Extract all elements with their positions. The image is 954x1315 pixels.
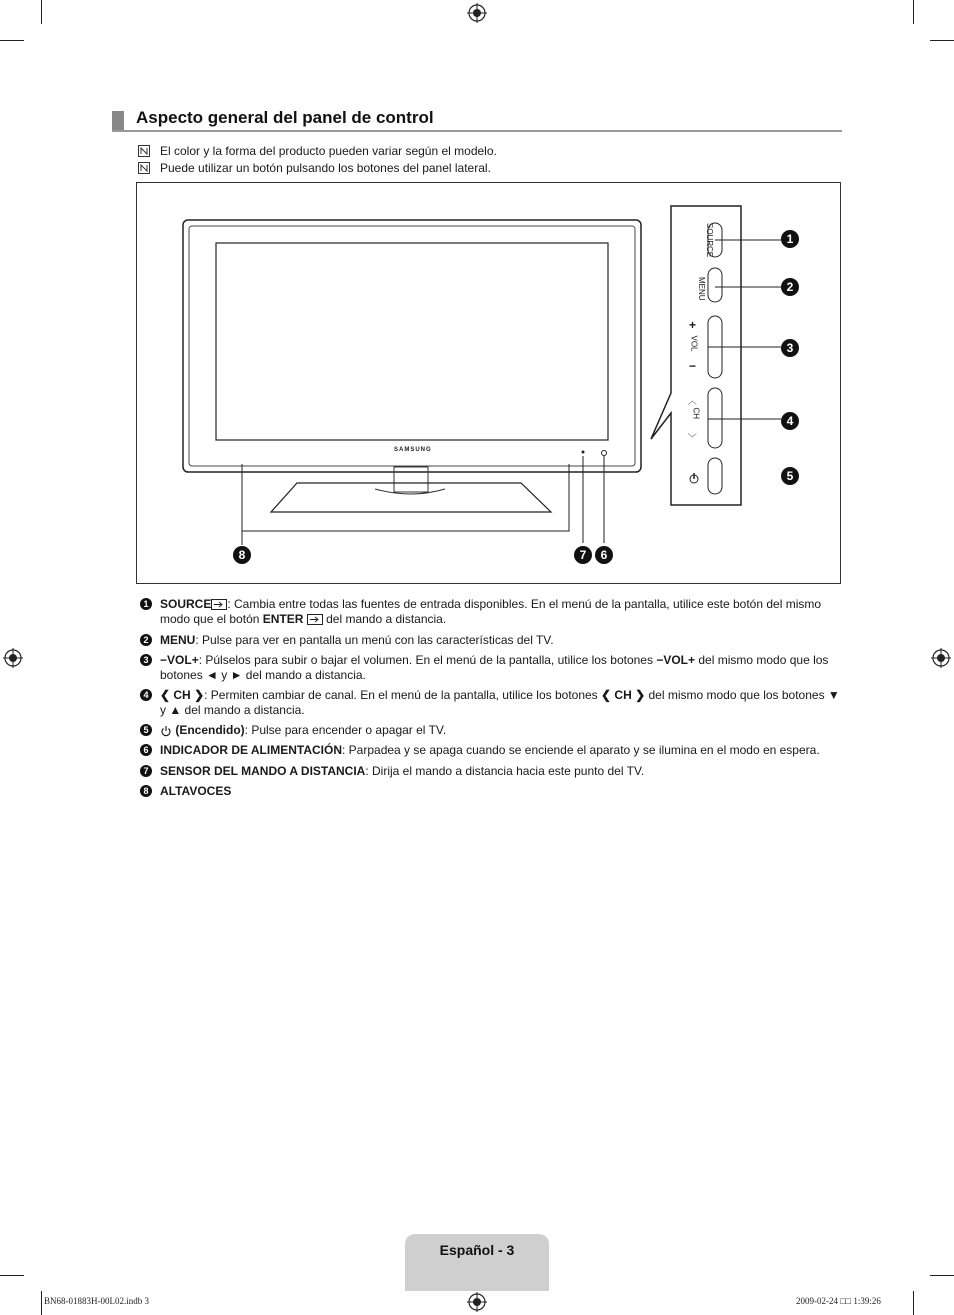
registration-mark-icon (467, 3, 487, 23)
note-icon (138, 162, 150, 174)
note-item (138, 161, 491, 175)
callout-badge: 8 (233, 546, 251, 564)
heading-marker (112, 111, 124, 131)
page-number: Español - 3 (439, 1242, 515, 1258)
power-icon (160, 725, 172, 737)
item-text: del mando a distancia. (322, 612, 447, 626)
crop-mark (41, 0, 42, 24)
source-enter-icon (211, 599, 227, 610)
brand-logo: SAMSUNG (394, 447, 432, 453)
item-text: : Permiten cambiar de canal. En el menú de la pantalla, utilice los botones (204, 688, 602, 702)
crop-mark (930, 40, 954, 41)
registration-mark-icon (3, 648, 23, 668)
item-number: 2 (140, 634, 152, 646)
description-item (140, 784, 845, 799)
item-label: SENSOR DEL MANDO A DISTANCIA (160, 764, 366, 778)
item-text: : Parpadea y se apaga cuando se enciende el aparato y se ilumina en el modo en espera. (342, 743, 820, 757)
menu-label: MENU (697, 277, 706, 301)
item-text: : Pulse para ver en pantalla un menú con las características del TV. (195, 633, 554, 647)
page-title: Aspecto general del panel de control (136, 108, 434, 127)
item-number: 6 (140, 744, 152, 756)
item-text: : Cambia entre todas las fuentes de entrada disponibles. En el menú de la pantalla, utilice este botón del mismo modo que el botón (160, 597, 822, 626)
item-number: 8 (140, 785, 152, 797)
description-item (140, 764, 845, 779)
callout-badge: 1 (781, 230, 799, 248)
item-number: 3 (140, 654, 152, 666)
tv-illustration (137, 183, 840, 583)
vol-label: VOL (689, 335, 699, 352)
callout-badge: 5 (781, 467, 799, 485)
note-text: Puede utilizar un botón pulsando los botones del panel lateral. (160, 161, 491, 175)
note-text: El color y la forma del producto pueden variar según el modelo. (160, 144, 497, 158)
vol-label: VOL (167, 653, 192, 667)
callout-badge: 3 (781, 339, 799, 357)
description-item: 3 −VOL+: Púlselos para subir o bajar el volumen. En el menú de la pantalla, utilice los botones −VOL+ del mismo modo que los botones ◄ y ► del mando a distancia. (140, 653, 845, 683)
ch-label: CH (614, 688, 632, 702)
ch-label: CH (691, 407, 701, 420)
callout-badge: 6 (595, 546, 613, 564)
vol-plus-label: + (689, 318, 697, 332)
vol-label: VOL (663, 653, 688, 667)
ch-up-label: 〈 (687, 395, 698, 406)
item-number: 5 (140, 724, 152, 736)
item-number: 1 (140, 598, 152, 610)
item-label: MENU (160, 633, 196, 647)
item-number: 4 (140, 689, 152, 701)
registration-mark-icon (931, 648, 951, 668)
callout-badge: 2 (781, 278, 799, 296)
tv-diagram-frame (136, 182, 841, 584)
print-slug-file: BN68-01883H-00L02.indb 3 (44, 1296, 149, 1306)
note-icon (138, 145, 150, 157)
item-text: : Dirija el mando a distancia hacia este punto del TV. (365, 764, 645, 778)
crop-mark (41, 1291, 42, 1315)
callout-badge: 4 (781, 412, 799, 430)
item-label: (Encendido) (175, 723, 245, 737)
item-label: SOURCE (160, 597, 212, 611)
source-label: SOURCE (705, 223, 714, 258)
description-item: 4 ❮ CH ❯: Permiten cambiar de canal. En el menú de la pantalla, utilice los botones ❮ CH ❯ del mismo modo que los botones ▼ y ▲ del mando a distancia. (140, 688, 845, 718)
print-slug-date: 2009-02-24 □□ 1:39:26 (796, 1296, 881, 1306)
crop-mark (0, 1275, 24, 1276)
crop-mark (0, 40, 24, 41)
heading-rule (112, 130, 842, 132)
registration-mark-icon (467, 1292, 487, 1312)
callout-badge: 7 (574, 546, 592, 564)
note-item (138, 144, 497, 158)
crop-mark (913, 0, 914, 24)
item-text: del mismo modo que los botones ◄ y ► del mando a distancia. (160, 653, 829, 682)
item-number: 7 (140, 765, 152, 777)
item-label: ALTAVOCES (160, 784, 232, 798)
vol-minus-label: − (689, 359, 697, 373)
crop-mark (913, 1291, 914, 1315)
item-text: del mismo modo que los botones ▼ y ▲ del mando a distancia. (160, 688, 840, 717)
ch-label: CH (173, 688, 191, 702)
enter-label: ENTER (262, 612, 304, 626)
crop-mark (930, 1275, 954, 1276)
item-text: : Pulse para encender o apagar el TV. (244, 723, 447, 737)
description-item (140, 597, 845, 627)
enter-icon (307, 614, 323, 625)
description-item (140, 743, 845, 758)
item-text: : Púlselos para subir o bajar el volumen. En el menú de la pantalla, utilice los botones (198, 653, 657, 667)
description-item (140, 633, 845, 648)
ch-down-label: 〉 (687, 432, 698, 443)
item-label: INDICADOR DE ALIMENTACIÓN (160, 743, 342, 757)
description-item (140, 723, 845, 738)
